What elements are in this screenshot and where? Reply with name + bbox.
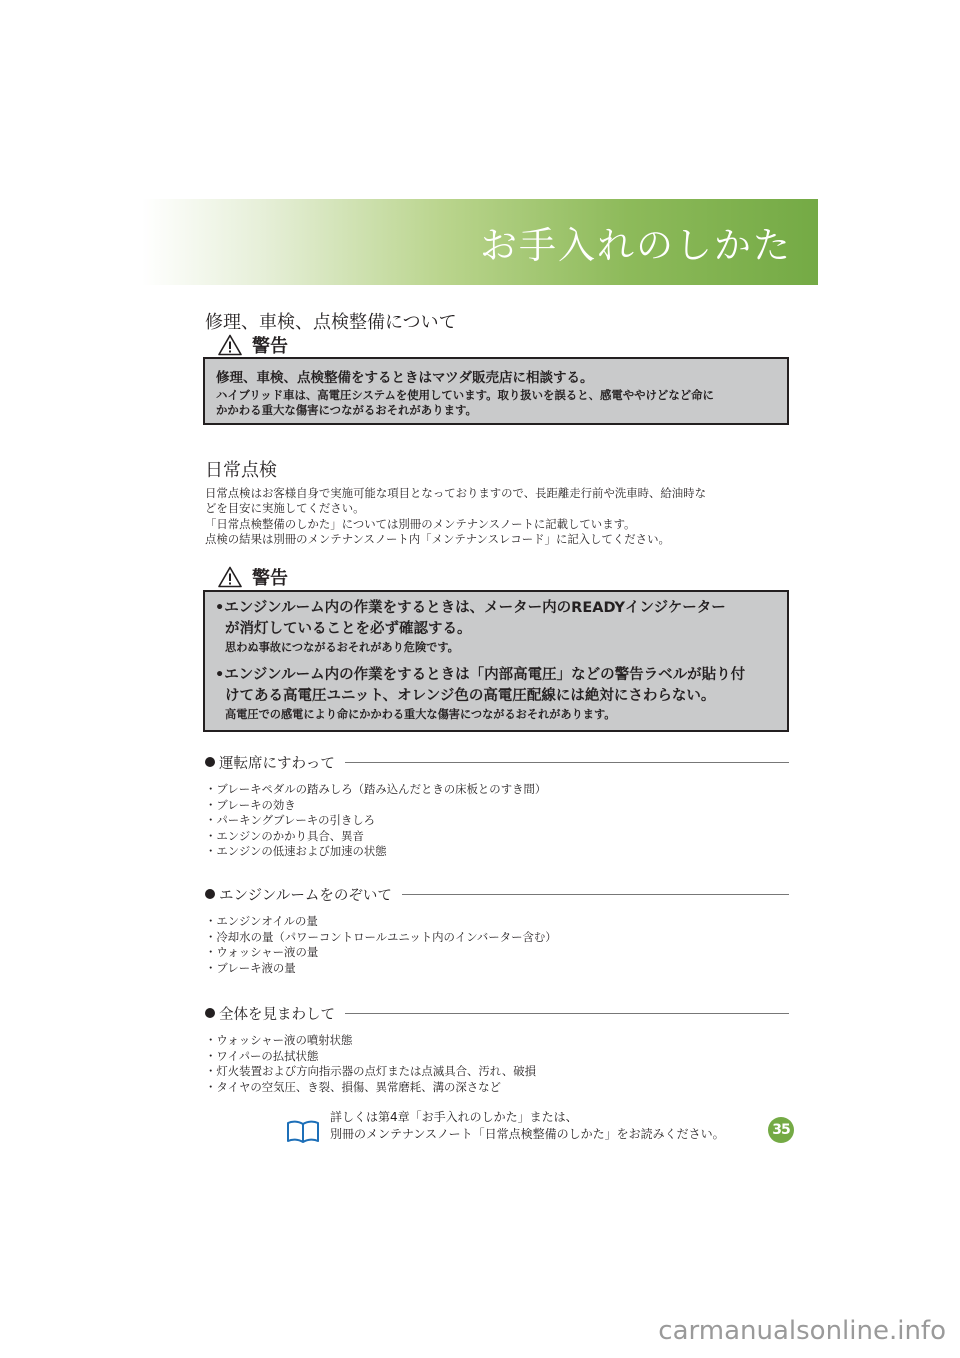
list-item: ・ブレーキペダルの踏みしろ（踏み込んだときの床板とのすき間） bbox=[205, 782, 547, 796]
checklist-engine-room bbox=[205, 914, 557, 976]
divider bbox=[402, 894, 789, 895]
warning-bullet-detail: 高電圧での感電により命にかかわる重大な傷害につながるおそれがあります。 bbox=[225, 708, 616, 721]
subsection-heading-overall bbox=[205, 1003, 789, 1023]
warning-bullet-text: •エンジンルーム内の作業をするときは「内部高電圧」などの警告ラベルが貼り付 bbox=[215, 667, 746, 683]
subsection-heading-driver-seat bbox=[205, 752, 789, 772]
book-icon bbox=[286, 1119, 320, 1145]
list-item: ・エンジンの低速および加速の状態 bbox=[205, 844, 387, 858]
checklist-driver-seat bbox=[205, 782, 546, 860]
list-item: ・パーキングブレーキの引きしろ bbox=[205, 813, 376, 827]
reference-line: 別冊のメンテナンスノート「日常点検整備のしかた」をお読みください。 bbox=[330, 1127, 725, 1141]
paragraph-line: 点検の結果は別冊のメンテナンスノート内「メンテナンスレコード」に記入してください。 bbox=[205, 532, 670, 547]
warning-bullet-detail: 思わぬ事故につながるおそれがあり危険です。 bbox=[225, 641, 459, 654]
warning-main-text: 修理、車検、点検整備をするときはマツダ販売店に相談する。 bbox=[216, 370, 594, 386]
watermark: carmanualsonline.info bbox=[658, 1316, 946, 1346]
warning-triangle-icon bbox=[218, 566, 242, 588]
warning-label: 警告 bbox=[252, 336, 288, 357]
checklist-overall bbox=[205, 1033, 536, 1095]
warning-header-repair bbox=[218, 333, 288, 357]
warning-triangle-icon bbox=[218, 334, 242, 356]
page-number-badge: 35 bbox=[768, 1117, 794, 1143]
list-item: ・ワイパーの払拭状態 bbox=[205, 1048, 319, 1063]
list-item: ・ブレーキの効き bbox=[205, 797, 296, 812]
list-item: ・エンジンオイルの量 bbox=[205, 914, 318, 928]
divider bbox=[345, 762, 789, 763]
warning-detail-line: かかわる重大な傷害につながるおそれがあります。 bbox=[216, 403, 477, 417]
section-heading-daily: 日常点検 bbox=[205, 460, 277, 481]
list-item: ・タイヤの空気圧、き裂、損傷、異常磨耗、溝の深さなど bbox=[205, 1079, 501, 1094]
warning-box-daily bbox=[203, 590, 789, 732]
list-item: ・ウォッシャー液の噴射状態 bbox=[205, 1033, 353, 1047]
reference-line: 詳しくは第4章「お手入れのしかた」または、 bbox=[330, 1110, 578, 1124]
paragraph-line: 日常点検はお客様自身で実施可能な項目となっておりますので、長距離走行前や洗車時、給油時な bbox=[205, 486, 706, 500]
subsection-title: エンジンルームをのぞいて bbox=[219, 887, 392, 904]
warning-header-daily bbox=[218, 565, 288, 589]
daily-intro-paragraph bbox=[205, 486, 706, 548]
warning-bullet-text: が消灯していることを必ず確認する。 bbox=[225, 621, 472, 637]
paragraph-line: 「日常点検整備のしかた」については別冊のメンテナンスノートに記載しています。 bbox=[205, 516, 636, 531]
section-heading-repair: 修理、車検、点検整備について bbox=[205, 312, 457, 333]
warning-detail-line: ハイブリッド車は、高電圧システムを使用しています。取り扱いを誤ると、感電ややけどなど命に bbox=[216, 388, 714, 402]
warning-label: 警告 bbox=[252, 568, 288, 589]
warning-bullet-text: けてある高電圧ユニット、オレンジ色の高電圧配線には絶対にさわらない。 bbox=[225, 688, 716, 704]
paragraph-line: どを目安に実施してください。 bbox=[205, 501, 365, 516]
subsection-title: 運転席にすわって bbox=[219, 755, 335, 772]
bullet-dot-icon bbox=[205, 1008, 215, 1018]
list-item: ・ウォッシャー液の量 bbox=[205, 945, 319, 959]
list-item: ・灯火装置および方向指示器の点灯または点滅具合、汚れ、破損 bbox=[205, 1064, 537, 1078]
chapter-header-band bbox=[142, 199, 818, 285]
bullet-dot-icon bbox=[205, 889, 215, 899]
warning-bullet-text: •エンジンルーム内の作業をするときは、メーター内のREADYインジケーター bbox=[215, 600, 726, 616]
list-item: ・冷却水の量（パワーコントロールユニット内のインバーター含む） bbox=[205, 929, 557, 944]
list-item: ・ブレーキ液の量 bbox=[205, 960, 296, 975]
subsection-title: 全体を見まわして bbox=[219, 1006, 335, 1023]
warning-box-repair bbox=[203, 357, 789, 425]
list-item: ・エンジンのかかり具合、異音 bbox=[205, 828, 364, 843]
reference-note bbox=[330, 1109, 725, 1143]
subsection-heading-engine-room bbox=[205, 884, 789, 904]
chapter-title: お手入れのしかた bbox=[480, 224, 792, 267]
divider bbox=[345, 1013, 789, 1014]
bullet-dot-icon bbox=[205, 757, 215, 767]
